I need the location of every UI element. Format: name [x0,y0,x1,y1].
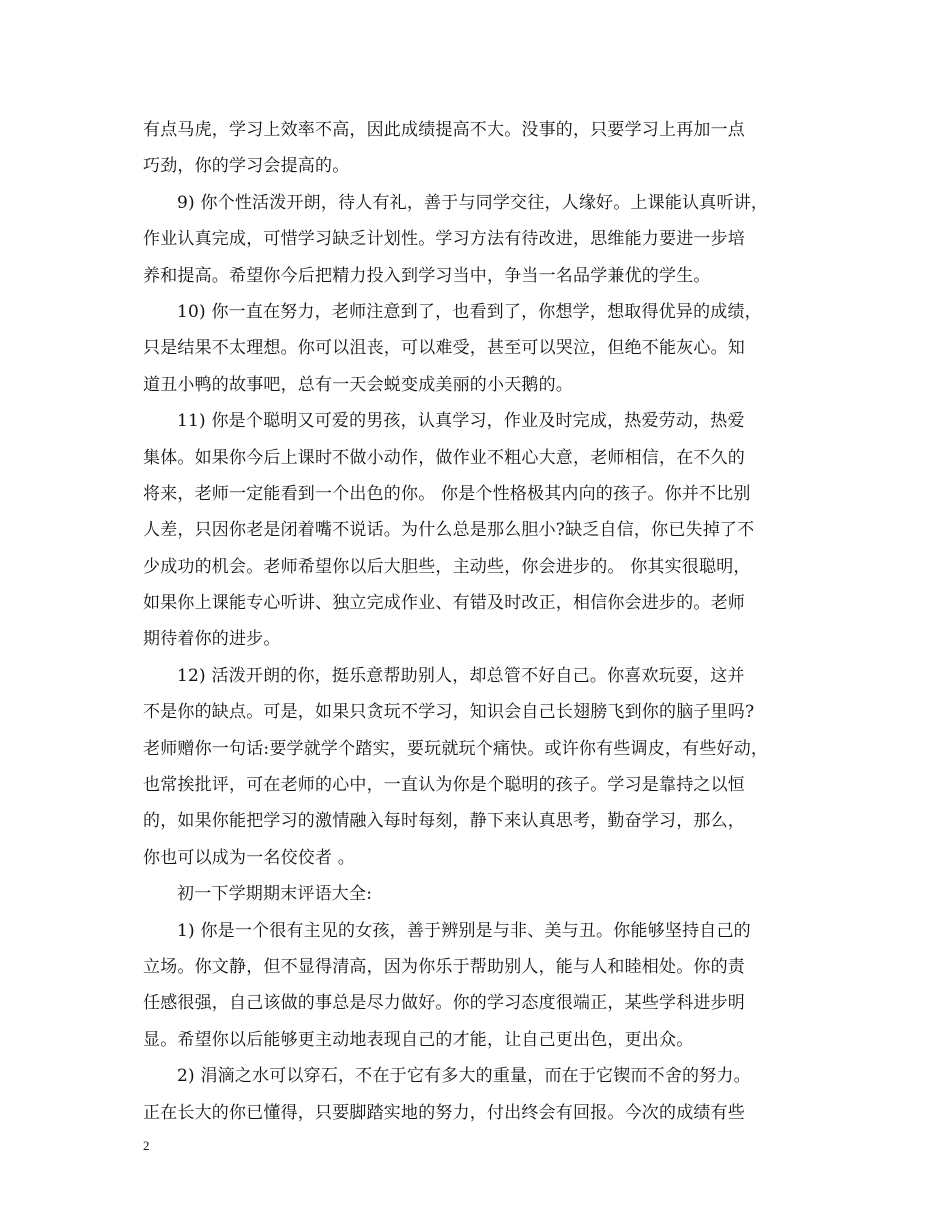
text-line: 少成功的机会。老师希望你以后大胆些，主动些，你会进步的。 你其实很聪明， [143,556,751,577]
text-line: 你也可以成为一名佼佼者 。 [143,847,356,868]
paragraph-start-9: 9) 你个性活泼开朗，待人有礼，善于与同学交往，人缘好。上课能认真听讲， [177,192,769,213]
text-line: 人差，只因你老是闭着嘴不说话。为什么总是那么胆小?缺乏自信，你已失掉了不 [143,520,755,541]
text-line: 不是你的缺点。可是，如果只贪玩不学习，知识会自己长翅膀飞到你的脑子里吗? [143,702,755,723]
paragraph-start-12: 12) 活泼开朗的你，挺乐意帮助别人，却总管不好自己。你喜欢玩耍，这并 [177,665,745,686]
paragraph-start-11: 11) 你是个聪明又可爱的男孩，认真学习，作业及时完成，热爱劳动，热爱 [177,411,745,432]
text-line: 如果你上课能专心听讲、独立完成作业、有错及时改正，相信你会进步的。老师 [143,593,745,614]
document-body [143,112,823,1131]
text-line: 将来，老师一定能看到一个出色的你。 你是个性格极其内向的孩子。你并不比别 [143,483,751,504]
text-line: 只是结果不太理想。你可以沮丧，可以难受，甚至可以哭泣，但绝不能灰心。知 [143,338,745,359]
text-line: 老师赠你一句话:要学就学个踏实，要玩就玩个痛快。或许你有些调皮，有些好动， [143,738,769,759]
text-line: 立场。你文静，但不显得清高，因为你乐于帮助别人，能与人和睦相处。你的责 [143,956,745,977]
text-line: 道丑小鸭的故事吧，总有一天会蜕变成美丽的小天鹅的。 [143,374,573,395]
text-line: 有点马虎，学习上效率不高，因此成绩提高不大。没事的，只要学习上再加一点 [143,120,745,140]
text-line: 集体。如果你今后上课时不做小动作，做作业不粗心大意，老师相信，在不久的 [143,447,745,468]
text-line: 期待着你的进步。 [143,629,281,650]
text-line: 作业认真完成，可惜学习缺乏计划性。学习方法有待改进，思维能力要进一步培 [143,229,745,250]
section-heading: 初一下学期期末评语大全: [177,884,373,905]
paragraph-start-10: 10) 你一直在努力，老师注意到了，也看到了，你想学，想取得优异的成绩， [177,301,762,322]
paragraph-start-1: 1) 你是一个很有主见的女孩，善于辨别是与非、美与丑。你能够坚持自己的 [177,920,751,941]
text-line: 正在长大的你已懂得，只要脚踏实地的努力，付出终会有回报。今次的成绩有些 [143,1102,745,1123]
text-line: 巧劲，你的学习会提高的。 [143,156,350,177]
text-line: 的，如果你能把学习的激情融入每时每刻，静下来认真思考，勤奋学习，那么， [143,811,745,832]
text-line: 也常挨批评，可在老师的心中，一直认为你是个聪明的孩子。学习是靠持之以恒 [143,775,745,796]
text-line: 养和提高。希望你今后把精力投入到学习当中，争当一名品学兼优的学生。 [143,265,711,286]
text-line: 显。希望你以后能够更主动地表现自己的才能，让自己更出色，更出众。 [143,1029,694,1050]
page-number: 2 [143,1138,150,1153]
paragraph-start-2: 2) 涓滴之水可以穿石，不在于它有多大的重量，而在于它锲而不舍的努力。 [177,1066,751,1087]
text-line: 任感很强，自己该做的事总是尽力做好。你的学习态度很端正，某些学科进步明 [143,993,745,1014]
